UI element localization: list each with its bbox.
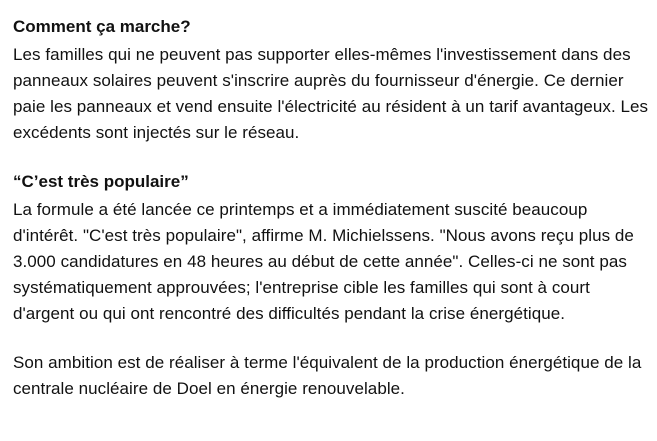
article-body — [13, 14, 651, 402]
paragraph: Son ambition est de réaliser à terme l'équivalent de la production énergétique de la centrale nucléaire de Doel en énergie renouvelable. — [13, 353, 642, 398]
section-heading: Comment ça marche? — [13, 17, 191, 36]
paragraph: La formule a été lancée ce printemps et a immédiatement suscité beaucoup d'intérêt. "C'est très populaire", affirme M. Michielssens. "Nous avons reçu plus de 3.000 candidatures en 48 heures au début de cette année". Celles-ci ne sont pas systématiquement approuvées; l'entreprise cible les familles qui sont à court d'argent ou qui ont rencontré des difficultés pendant la crise énergétique. — [13, 200, 634, 323]
section-how-it-works — [13, 14, 651, 146]
paragraph: Les familles qui ne peuvent pas supporter elles-mêmes l'investissement dans des panneaux solaires peuvent s'inscrire auprès du fournisseur d'énergie. Ce dernier paie les panneaux et vend ensuite l'électricité au résident à un tarif avantageux. Les excédents sont injectés sur le réseau. — [13, 45, 649, 142]
section-very-popular — [13, 169, 651, 402]
section-heading: “C’est très populaire” — [13, 172, 189, 191]
